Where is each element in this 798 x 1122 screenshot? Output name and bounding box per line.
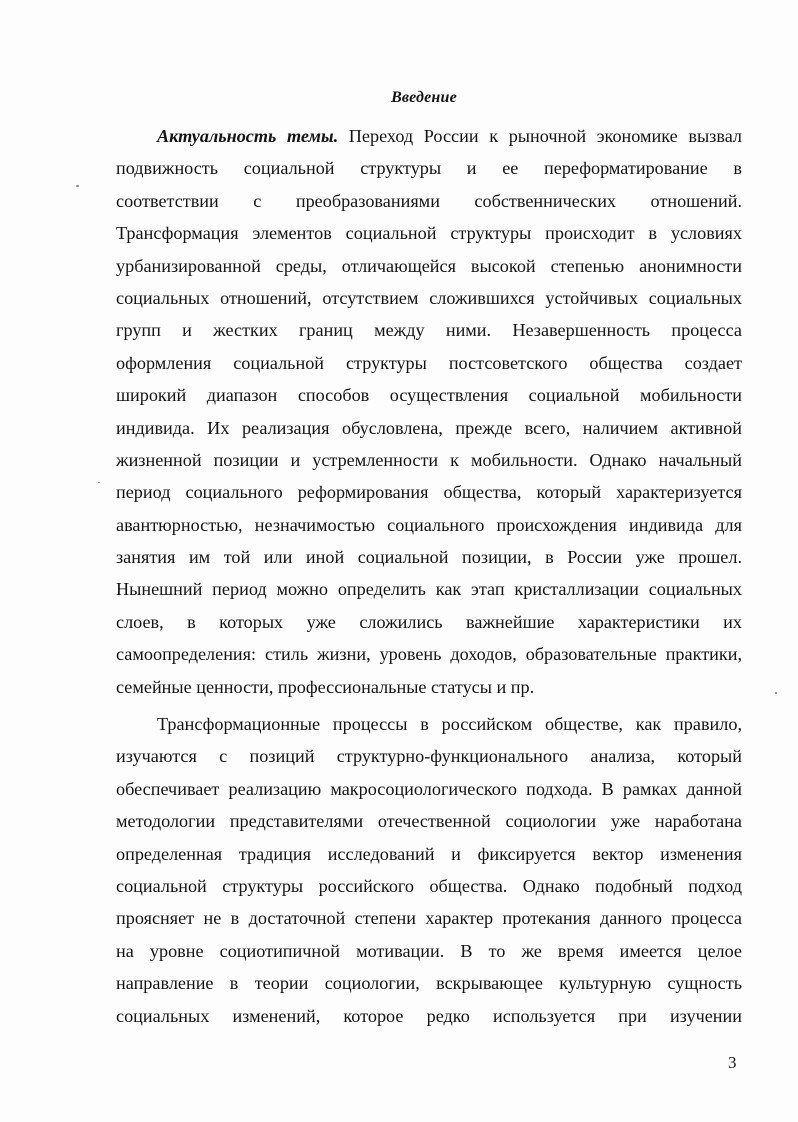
page-number: 3 [728, 1053, 737, 1072]
paragraph-1-line: жизненной позиции и устремленности к мобильности. Однако начальный [116, 449, 742, 470]
paragraph-2-line: социальной структуры российского общества. Однако подобный подход [116, 875, 742, 896]
paragraph-2-line: на уровне социотипичной мотивации. В то же время имеется целое [116, 940, 742, 961]
paragraph-1-line: соответствии с преобразованиями собственнических отношений. [116, 190, 742, 211]
paragraph-1-line: групп и жестких границ между ними. Незавершенность процесса [116, 320, 742, 341]
scan-speck [76, 185, 79, 187]
paragraph-2-line: социальных изменений, которое редко используется при изучении [116, 1005, 742, 1026]
paragraph-2-line: направление в теории социологии, вскрывающее культурную сущность [116, 973, 742, 994]
paragraph-1-line: социальных отношений, отсутствием сложившихся устойчивых социальных [116, 287, 742, 308]
paragraph-1-line: урбанизированной среды, отличающейся высокой степенью анонимности [116, 255, 742, 276]
paragraph-1-line-1 [116, 120, 742, 152]
paragraph-2-line: Трансформационные процессы в российском обществе, как правило, [157, 714, 742, 735]
paragraph-1-line: авантюрностью, незначимостью социального происхождения индивида для [116, 514, 742, 535]
paragraph-1-line: широкий диапазон способов осуществления социальной мобильности [116, 385, 742, 406]
scan-speck [775, 692, 777, 694]
section-heading: Введение [391, 89, 457, 106]
paragraph-1-line: семейные ценности, профессиональные статусы и пр. [116, 676, 535, 697]
paragraph-2-line: изучаются с позиций структурно-функционального анализа, который [116, 746, 742, 767]
paragraph-1-line: Трансформация элементов социальной структуры происходит в условиях [116, 223, 742, 244]
paragraph-1-line-1-text: Переход России к рыночной экономике вызвал [338, 126, 742, 146]
paragraph-2-line: методологии представителями отечественной социологии уже наработана [116, 811, 742, 832]
paragraph-1-line: самоопределения: стиль жизни, уровень доходов, образовательные практики, [116, 644, 742, 665]
paragraph-2-line: проясняет не в достаточной степени характер протекания данного процесса [116, 908, 742, 929]
paragraph-1-line: Нынешний период можно определить как этап кристаллизации социальных [116, 579, 742, 600]
paragraph-1-line: занятия им той или иной социальной позиции, в России уже прошел. [116, 547, 742, 568]
paragraph-2-line: обеспечивает реализацию макросоциологического подхода. В рамках данной [116, 778, 742, 799]
paragraph-1-line: подвижность социальной структуры и ее переформатирование в [116, 158, 742, 179]
paragraph-1-line: период социального реформирования общества, который характеризуется [116, 482, 742, 503]
paragraph-1-line: индивида. Их реализация обусловлена, прежде всего, наличием активной [116, 417, 742, 438]
scan-speck [98, 482, 100, 483]
paragraph-1-line: оформления социальной структуры постсоветского общества создает [116, 352, 742, 373]
paragraph-2-line: определенная традиция исследований и фиксируется вектор изменения [116, 843, 742, 864]
body-text [116, 120, 742, 1032]
topic-relevance-label: Актуальность темы. [157, 126, 339, 146]
paragraph-1-line: слоев, в которых уже сложились важнейшие характеристики их [116, 611, 742, 632]
